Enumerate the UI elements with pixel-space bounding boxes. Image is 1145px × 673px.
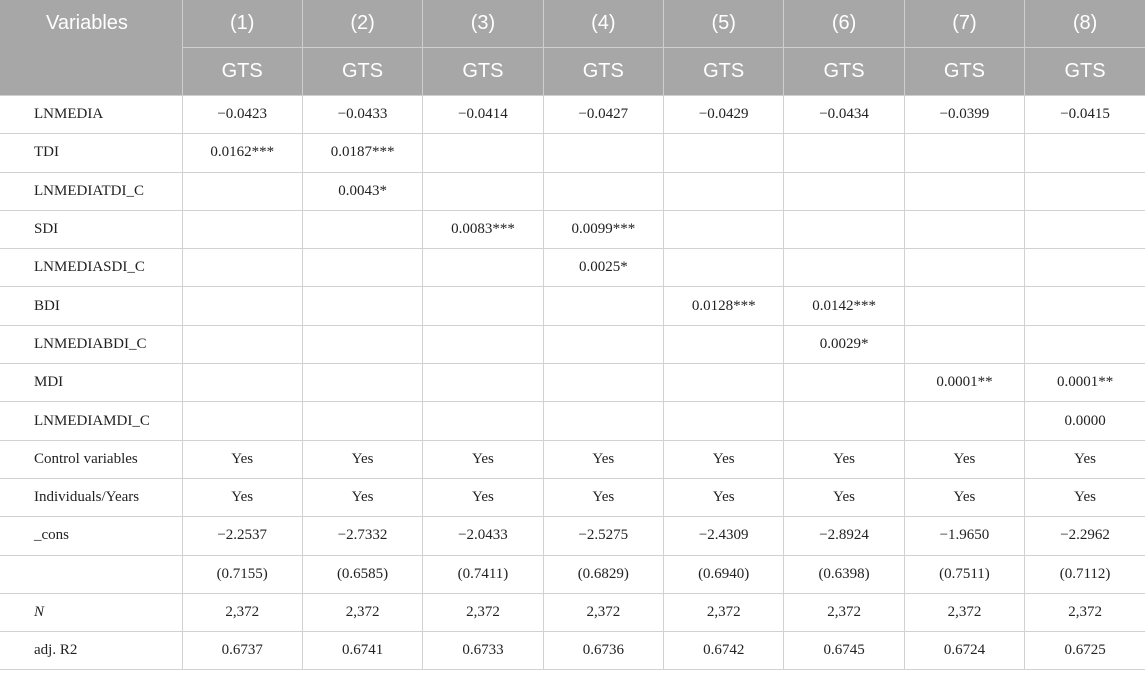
table-row — [0, 632, 1145, 670]
header-model-2: (2) — [302, 0, 422, 48]
table-cell — [1025, 134, 1145, 172]
table-cell — [302, 210, 422, 248]
table-cell — [302, 249, 422, 287]
header-dep-5: GTS — [664, 48, 784, 96]
row-label: Control variables — [0, 440, 182, 478]
table-cell: Yes — [784, 478, 904, 516]
table-cell — [904, 287, 1024, 325]
table-cell: 2,372 — [302, 593, 422, 631]
table-cell — [784, 249, 904, 287]
row-label: adj. R2 — [0, 632, 182, 670]
row-label: Individuals/Years — [0, 478, 182, 516]
table-cell — [182, 325, 302, 363]
table-cell — [1025, 210, 1145, 248]
table-cell: 0.0083*** — [423, 210, 543, 248]
table-cell — [543, 172, 663, 210]
row-label: LNMEDIAMDI_C — [0, 402, 182, 440]
table-cell — [664, 402, 784, 440]
header-dep-1: GTS — [182, 48, 302, 96]
header-row-models — [0, 0, 1145, 48]
table-cell — [182, 287, 302, 325]
table-cell — [784, 364, 904, 402]
table-cell: 0.6725 — [1025, 632, 1145, 670]
table-cell: 0.0001** — [904, 364, 1024, 402]
table-cell: 2,372 — [1025, 593, 1145, 631]
header-dep-7: GTS — [904, 48, 1024, 96]
header-dep-3: GTS — [423, 48, 543, 96]
table-cell: Yes — [302, 478, 422, 516]
header-dep-2: GTS — [302, 48, 422, 96]
table-cell: Yes — [1025, 478, 1145, 516]
table-cell: −0.0427 — [543, 96, 663, 134]
table-cell — [664, 134, 784, 172]
table-cell: Yes — [784, 440, 904, 478]
table-row — [0, 364, 1145, 402]
table-cell: 2,372 — [182, 593, 302, 631]
table-cell: 0.6742 — [664, 632, 784, 670]
table-cell — [423, 134, 543, 172]
table-cell — [664, 249, 784, 287]
table-cell — [423, 325, 543, 363]
table-cell: 0.6737 — [182, 632, 302, 670]
table-cell — [904, 134, 1024, 172]
table-cell — [1025, 249, 1145, 287]
table-cell: −0.0414 — [423, 96, 543, 134]
header-dep-6: GTS — [784, 48, 904, 96]
table-cell: 2,372 — [543, 593, 663, 631]
table-cell — [904, 325, 1024, 363]
table-cell — [182, 210, 302, 248]
header-dep-8: GTS — [1025, 48, 1145, 96]
table-cell: (0.6585) — [302, 555, 422, 593]
table-cell: (0.7155) — [182, 555, 302, 593]
table-cell: 0.0162*** — [182, 134, 302, 172]
table-cell: Yes — [302, 440, 422, 478]
table-cell — [1025, 172, 1145, 210]
table-cell — [904, 402, 1024, 440]
table-row — [0, 134, 1145, 172]
table-cell: 0.6736 — [543, 632, 663, 670]
table-cell — [182, 172, 302, 210]
table-cell: −0.0399 — [904, 96, 1024, 134]
table-cell: Yes — [904, 440, 1024, 478]
table-cell: 0.0043* — [302, 172, 422, 210]
table-cell: (0.6940) — [664, 555, 784, 593]
table-row — [0, 478, 1145, 516]
table-cell — [1025, 287, 1145, 325]
table-cell: −0.0434 — [784, 96, 904, 134]
table-cell: 2,372 — [784, 593, 904, 631]
row-label: BDI — [0, 287, 182, 325]
row-label: MDI — [0, 364, 182, 402]
table-cell — [784, 172, 904, 210]
table-cell — [423, 402, 543, 440]
row-label: LNMEDIASDI_C — [0, 249, 182, 287]
table-cell: −0.0429 — [664, 96, 784, 134]
table-cell — [182, 364, 302, 402]
table-cell — [543, 287, 663, 325]
table-body — [0, 96, 1145, 670]
table-cell — [904, 172, 1024, 210]
table-cell — [543, 325, 663, 363]
table-row — [0, 593, 1145, 631]
row-label — [0, 555, 182, 593]
header-model-8: (8) — [1025, 0, 1145, 48]
header-row-dependent — [0, 48, 1145, 96]
table-cell: 0.6724 — [904, 632, 1024, 670]
table-cell — [543, 364, 663, 402]
table-row — [0, 172, 1145, 210]
table-cell: (0.6398) — [784, 555, 904, 593]
row-label: N — [0, 593, 182, 631]
header-dep-4: GTS — [543, 48, 663, 96]
table-cell: −0.0415 — [1025, 96, 1145, 134]
header-model-4: (4) — [543, 0, 663, 48]
table-cell: 0.0000 — [1025, 402, 1145, 440]
row-label: LNMEDIA — [0, 96, 182, 134]
table-cell: Yes — [543, 478, 663, 516]
table-cell: −1.9650 — [904, 517, 1024, 555]
table-cell — [302, 364, 422, 402]
table-cell — [904, 249, 1024, 287]
table-cell: 0.0142*** — [784, 287, 904, 325]
table-cell: −2.4309 — [664, 517, 784, 555]
table-cell: 0.0099*** — [543, 210, 663, 248]
table-cell — [423, 249, 543, 287]
table-cell — [182, 402, 302, 440]
table-cell: 0.6745 — [784, 632, 904, 670]
table-row — [0, 402, 1145, 440]
table-cell: 0.6741 — [302, 632, 422, 670]
row-label: TDI — [0, 134, 182, 172]
table-row — [0, 96, 1145, 134]
table-cell: 0.0025* — [543, 249, 663, 287]
table-cell: −2.5275 — [543, 517, 663, 555]
table-row — [0, 555, 1145, 593]
table-cell — [784, 134, 904, 172]
table-cell — [543, 134, 663, 172]
table-cell: (0.6829) — [543, 555, 663, 593]
header-model-6: (6) — [784, 0, 904, 48]
header-blank — [0, 48, 182, 96]
table-cell: −2.0433 — [423, 517, 543, 555]
table-cell: Yes — [664, 478, 784, 516]
table-cell — [664, 172, 784, 210]
table-cell: 2,372 — [664, 593, 784, 631]
table-cell — [423, 364, 543, 402]
table-cell — [664, 210, 784, 248]
table-cell — [302, 402, 422, 440]
row-label: LNMEDIATDI_C — [0, 172, 182, 210]
table-cell: −2.2962 — [1025, 517, 1145, 555]
table-cell — [784, 210, 904, 248]
table-cell: Yes — [182, 478, 302, 516]
table-row — [0, 440, 1145, 478]
table-cell: Yes — [423, 440, 543, 478]
table-cell: Yes — [904, 478, 1024, 516]
header-model-5: (5) — [664, 0, 784, 48]
table-cell: 0.6733 — [423, 632, 543, 670]
table-cell: 0.0128*** — [664, 287, 784, 325]
table-cell: (0.7411) — [423, 555, 543, 593]
row-label: _cons — [0, 517, 182, 555]
table-cell: −2.8924 — [784, 517, 904, 555]
row-label: LNMEDIABDI_C — [0, 325, 182, 363]
table-cell — [302, 287, 422, 325]
table-cell — [423, 287, 543, 325]
table-row — [0, 210, 1145, 248]
table-cell: (0.7112) — [1025, 555, 1145, 593]
table-cell: −2.7332 — [302, 517, 422, 555]
table-cell: 0.0029* — [784, 325, 904, 363]
table-cell — [1025, 325, 1145, 363]
table-row — [0, 287, 1145, 325]
table-cell: 2,372 — [904, 593, 1024, 631]
header-variables: Variables — [0, 0, 182, 48]
table-cell — [664, 325, 784, 363]
table-cell: Yes — [1025, 440, 1145, 478]
row-label: SDI — [0, 210, 182, 248]
table-cell: Yes — [182, 440, 302, 478]
table-cell: −0.0433 — [302, 96, 422, 134]
table-cell: Yes — [423, 478, 543, 516]
table-cell: −2.2537 — [182, 517, 302, 555]
table-row — [0, 517, 1145, 555]
table-row — [0, 325, 1145, 363]
table-cell — [904, 210, 1024, 248]
header-model-3: (3) — [423, 0, 543, 48]
table-cell: 0.0187*** — [302, 134, 422, 172]
table-cell — [543, 402, 663, 440]
header-model-1: (1) — [182, 0, 302, 48]
table-cell: −0.0423 — [182, 96, 302, 134]
table-cell: 0.0001** — [1025, 364, 1145, 402]
table-row — [0, 249, 1145, 287]
table-header — [0, 0, 1145, 96]
table-cell — [664, 364, 784, 402]
table-cell: 2,372 — [423, 593, 543, 631]
table-cell — [302, 325, 422, 363]
table-cell — [784, 402, 904, 440]
table-cell: Yes — [543, 440, 663, 478]
table-cell: Yes — [664, 440, 784, 478]
table-cell — [182, 249, 302, 287]
table-cell — [423, 172, 543, 210]
header-model-7: (7) — [904, 0, 1024, 48]
table-cell: (0.7511) — [904, 555, 1024, 593]
